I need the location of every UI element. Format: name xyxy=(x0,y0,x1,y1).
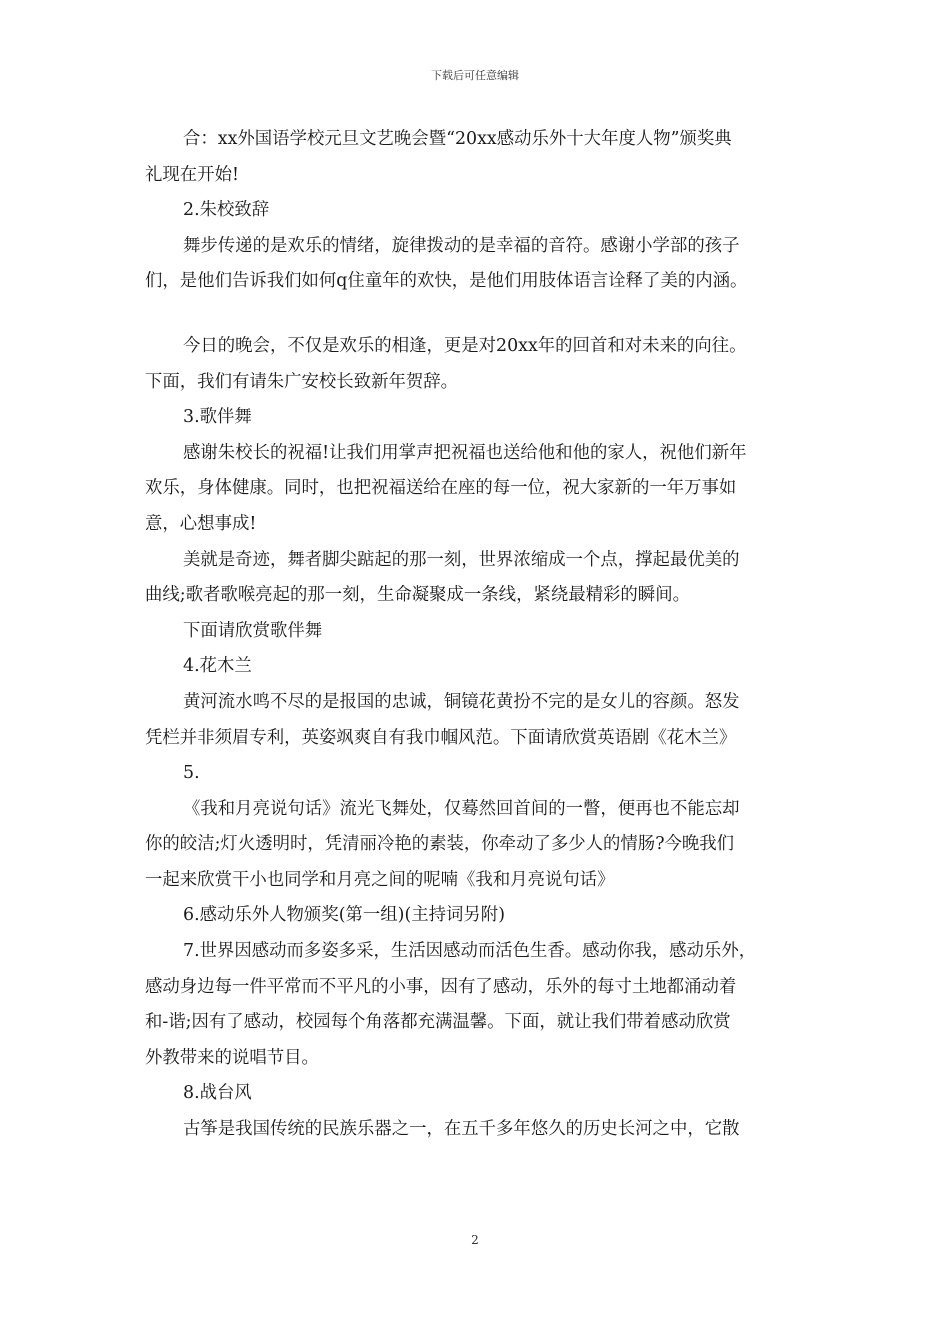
text-line: 《我和月亮说句话》流光飞舞处，仅蓦然回首间的一瞥，便再也不能忘却 xyxy=(183,798,740,819)
text-line: 你的皎洁;灯火透明时，凭清丽冷艳的素装，你牵动了多少人的情肠?今晚我们 xyxy=(145,834,735,855)
blank-line xyxy=(145,300,810,329)
page-header: 下载后可任意编辑 xyxy=(431,69,519,82)
text-line: 黄河流水鸣不尽的是报国的忠诚，铜镜花黄扮不完的是女儿的容颜。怒发 xyxy=(183,691,740,712)
section-heading: 2.朱校致辞 xyxy=(183,200,270,221)
text-line: 意，心想事成! xyxy=(145,513,257,534)
text-line: 美就是奇迹，舞者脚尖踮起的那一刻，世界浓缩成一个点，撑起最优美的 xyxy=(183,549,740,570)
text-line: 凭栏并非须眉专利，英姿飒爽自有我巾帼风范。下面请欣赏英语剧《花木兰》 xyxy=(145,727,737,748)
text-line: 礼现在开始! xyxy=(145,164,239,185)
section-heading: 4.花木兰 xyxy=(183,656,252,677)
text-line: 古筝是我国传统的民族乐器之一，在五千多年悠久的历史长河之中，它散 xyxy=(183,1119,740,1140)
section-heading: 3.歌伴舞 xyxy=(183,407,252,428)
text-line: 下面请欣赏歌伴舞 xyxy=(183,620,323,641)
text-line: 一起来欣赏干小也同学和月亮之间的呢喃《我和月亮说句话》 xyxy=(145,869,615,890)
section-heading: 6.感动乐外人物颁奖(第一组)(主持词另附) xyxy=(183,905,505,926)
text-line: 今日的晚会，不仅是欢乐的相逢，更是对20xx年的回首和对未来的向往。 xyxy=(183,335,747,356)
text-line: 舞步传递的是欢乐的情绪，旋律拨动的是幸福的音符。感谢小学部的孩子 xyxy=(183,235,740,256)
text-line: 欢乐，身体健康。同时，也把祝福送给在座的每一位，祝大家新的一年万事如 xyxy=(145,478,737,499)
text-line: 外教带来的说唱节目。 xyxy=(145,1047,319,1068)
text-line: 感谢朱校长的祝福!让我们用掌声把祝福也送给他和他的家人，祝他们新年 xyxy=(183,442,747,463)
text-line: 曲线;歌者歌喉亮起的那一刻，生命凝聚成一条线，紧绕最精彩的瞬间。 xyxy=(145,585,690,606)
page-number: 2 xyxy=(471,1233,479,1247)
section-heading: 8.战台风 xyxy=(183,1083,252,1104)
text-line: 感动身边每一件平常而不平凡的小事，因有了感动，乐外的每寸土地都涌动着 xyxy=(145,976,737,997)
body-text xyxy=(145,122,810,1148)
text-line: 和-谐;因有了感动，校园每个角落都充满温馨。下面，就让我们带着感动欣赏 xyxy=(145,1012,731,1033)
text-line: 7.世界因感动而多姿多采，生活因感动而活色生香。感动你我，感动乐外， xyxy=(183,941,757,962)
section-heading: 5. xyxy=(183,763,200,784)
text-line: 合：xx外国语学校元旦文艺晚会暨“20xx感动乐外十大年度人物”颁奖典 xyxy=(183,129,732,149)
text-line: 们，是他们告诉我们如何q住童年的欢快，是他们用肢体语言诠释了美的内涵。 xyxy=(145,271,748,292)
text-line: 下面，我们有请朱广安校长致新年贺辞。 xyxy=(145,371,459,392)
